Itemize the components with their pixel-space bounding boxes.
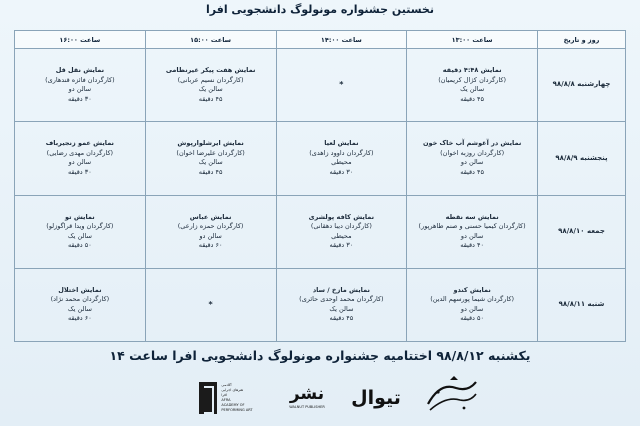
- performance-venue: سالن یک: [67, 304, 92, 313]
- performance-venue: سالن دو: [460, 158, 484, 167]
- row-date: جمعه ۹۸/۸/۱۰: [538, 195, 626, 268]
- performance-title: نمایش تو: [65, 212, 95, 221]
- performance-title: نمایش عباس: [189, 212, 232, 221]
- performance-duration: ۴۵ دقیقه: [460, 167, 485, 176]
- performance-venue: سالن یک: [67, 231, 92, 240]
- performance-duration: ۳۰ دقیقه: [329, 167, 354, 176]
- performance-director: (کارگردان کیمیا حسنی و صنم طاهرپور): [418, 222, 526, 231]
- afra-mark-icon: [199, 382, 217, 414]
- performance-venue: سالن دو: [68, 85, 92, 94]
- performance-duration: ۵۰ دقیقه: [67, 241, 92, 250]
- performance-cell: [145, 122, 276, 195]
- performance-director: (کارگردان مهدی رضایی): [46, 148, 114, 157]
- performance-venue: محیطی: [331, 231, 352, 240]
- afra-logo-text: [221, 383, 252, 413]
- performance-cell: [407, 122, 538, 195]
- performance-title: نمایش سه نقطه: [445, 212, 499, 221]
- schedule-row: [15, 195, 626, 268]
- afra-academy-logo: [190, 376, 262, 420]
- performance-cell: [145, 49, 276, 122]
- performance-cell: [407, 195, 538, 268]
- performance-director: (کارگردان فائزه قندهاری): [45, 75, 115, 84]
- performance-cell: [276, 268, 407, 341]
- performance-cell: [15, 195, 146, 268]
- performance-director: (کارگردان کژال کریمیان): [438, 75, 506, 84]
- row-date: چهارشنبه ۹۸/۸/۸: [538, 49, 626, 122]
- afra-logo-line: ACADEMY OF: [221, 403, 245, 407]
- performance-duration: ۳۰ دقیقه: [329, 241, 354, 250]
- book-house-logo: [420, 374, 482, 420]
- performance-director: (کارگردان داوود زاهدی): [309, 148, 374, 157]
- performance-cell: [276, 195, 407, 268]
- performance-venue: سالن دو: [68, 158, 92, 167]
- performance-venue: سالن یک: [329, 304, 354, 313]
- walnut-publisher-logo: [282, 374, 332, 420]
- performance-title: نمایش ایرشلوارپوش: [177, 139, 244, 148]
- performance-venue: سالن دو: [460, 304, 484, 313]
- performance-title: نمایش نقل قل: [55, 66, 105, 75]
- performance-duration: ۴۵ دقیقه: [198, 94, 223, 103]
- performance-duration: ۴۵ دقیقه: [460, 94, 485, 103]
- performance-cell: [15, 49, 146, 122]
- performance-title: نمایش اختلال: [58, 285, 102, 294]
- performance-duration: ۴۵ دقیقه: [198, 167, 223, 176]
- empty-slot: [145, 268, 276, 341]
- book-house-emblem-icon: [420, 374, 482, 420]
- closing-ceremony-note: یکشنبه ۹۸/۸/۱۲ اختتامیه جشنواره مونولوگ دانشجویی افرا ساعت ۱۴: [109, 348, 531, 363]
- performance-cell: [276, 122, 407, 195]
- schedule-row: [15, 49, 626, 122]
- performance-cell: [15, 122, 146, 195]
- performance-director: (کارگردان ویدا قراگوزلو): [46, 222, 114, 231]
- performance-cell: [407, 49, 538, 122]
- empty-slot-mark: *: [339, 80, 344, 90]
- walnut-logo-mark: نشر: [289, 384, 325, 404]
- row-date: شنبه ۹۸/۸/۱۱: [538, 268, 626, 341]
- performance-title: نمایش ۴:۴۸ دقیقه: [442, 66, 502, 75]
- performance-venue: سالن دو: [199, 231, 222, 240]
- schedule-row: [15, 122, 626, 195]
- performance-duration: ۳۰ دقیقه: [67, 94, 92, 103]
- header-time-1400: ساعت ۱۴:۰۰: [276, 31, 407, 49]
- performance-title: نمایش کندو: [453, 285, 491, 294]
- performance-title: نمایش در آغوشم آب خاک خون: [422, 139, 522, 148]
- afra-logo-line: هنرهای اجرایی: [221, 388, 243, 392]
- performance-venue: سالن یک: [198, 85, 223, 94]
- performance-cell: [15, 268, 146, 341]
- performance-duration: ۶۰ دقیقه: [198, 241, 223, 250]
- performance-cell: [145, 195, 276, 268]
- performance-title: نمایش کافه پولشری: [308, 212, 375, 221]
- afra-logo-line: افرا: [221, 393, 227, 397]
- performance-cell: [407, 268, 538, 341]
- afra-logo-line: آکادمی: [221, 383, 232, 387]
- performance-title: نمایش هفت پیکر غیرنظامی: [165, 66, 256, 75]
- performance-director: (کارگردان نسیم عربانی): [177, 75, 244, 84]
- performance-director: (کارگردان روزبه اخوان): [440, 148, 505, 157]
- empty-slot-mark: *: [208, 300, 213, 310]
- performance-title: نمایش عمو زنجیرباف: [45, 139, 114, 148]
- performance-director: (کارگردان علیرضا اخوان): [176, 148, 245, 157]
- performance-director: (کارگردان دیبا دهقانی): [310, 222, 372, 231]
- performance-duration: ۴۵ دقیقه: [329, 314, 354, 323]
- performance-director: (کارگردان محمد نژاد): [50, 295, 110, 304]
- performance-venue: سالن یک: [198, 158, 223, 167]
- afra-logo-line: AFRA: [221, 398, 231, 402]
- performance-venue: محیطی: [331, 158, 352, 167]
- performance-duration: ۴۰ دقیقه: [460, 241, 485, 250]
- performance-duration: ۵۰ دقیقه: [460, 314, 485, 323]
- empty-slot: [276, 49, 407, 122]
- schedule-table: [14, 30, 626, 342]
- performance-duration: ۳۰ دقیقه: [67, 167, 92, 176]
- header-day: روز و تاریخ: [538, 31, 626, 49]
- header-row: [15, 31, 626, 49]
- performance-title: نمایش مازخ / ساد: [312, 285, 370, 294]
- performance-director: (کارگردان شیما پورسهم الدین): [430, 295, 515, 304]
- performance-director: (کارگردان محمد اوحدی حائری): [299, 295, 384, 304]
- schedule-row: [15, 268, 626, 341]
- performance-title: نمایش لعیا: [324, 139, 359, 148]
- header-time-1500: ساعت ۱۵:۰۰: [145, 31, 276, 49]
- header-time-1300: ساعت ۱۳:۰۰: [407, 31, 538, 49]
- row-date: پنجشنبه ۹۸/۸/۹: [538, 122, 626, 195]
- performance-duration: ۶۰ دقیقه: [67, 314, 92, 323]
- performance-venue: سالن یک: [460, 85, 485, 94]
- tival-logo: تیوال: [351, 387, 401, 409]
- page-title: نخستین جشنواره مونولوگ دانشجویی افرا: [206, 3, 434, 16]
- performance-director: (کارگردان حمزه زارعی): [177, 222, 244, 231]
- walnut-logo-caption: WALNUT PUBLISHER: [289, 405, 325, 409]
- performance-venue: سالن دو: [460, 231, 484, 240]
- sponsor-logos: [0, 372, 640, 424]
- header-time-1600: ساعت ۱۶:۰۰: [15, 31, 146, 49]
- afra-logo-line: PERFORMING ART: [221, 408, 253, 412]
